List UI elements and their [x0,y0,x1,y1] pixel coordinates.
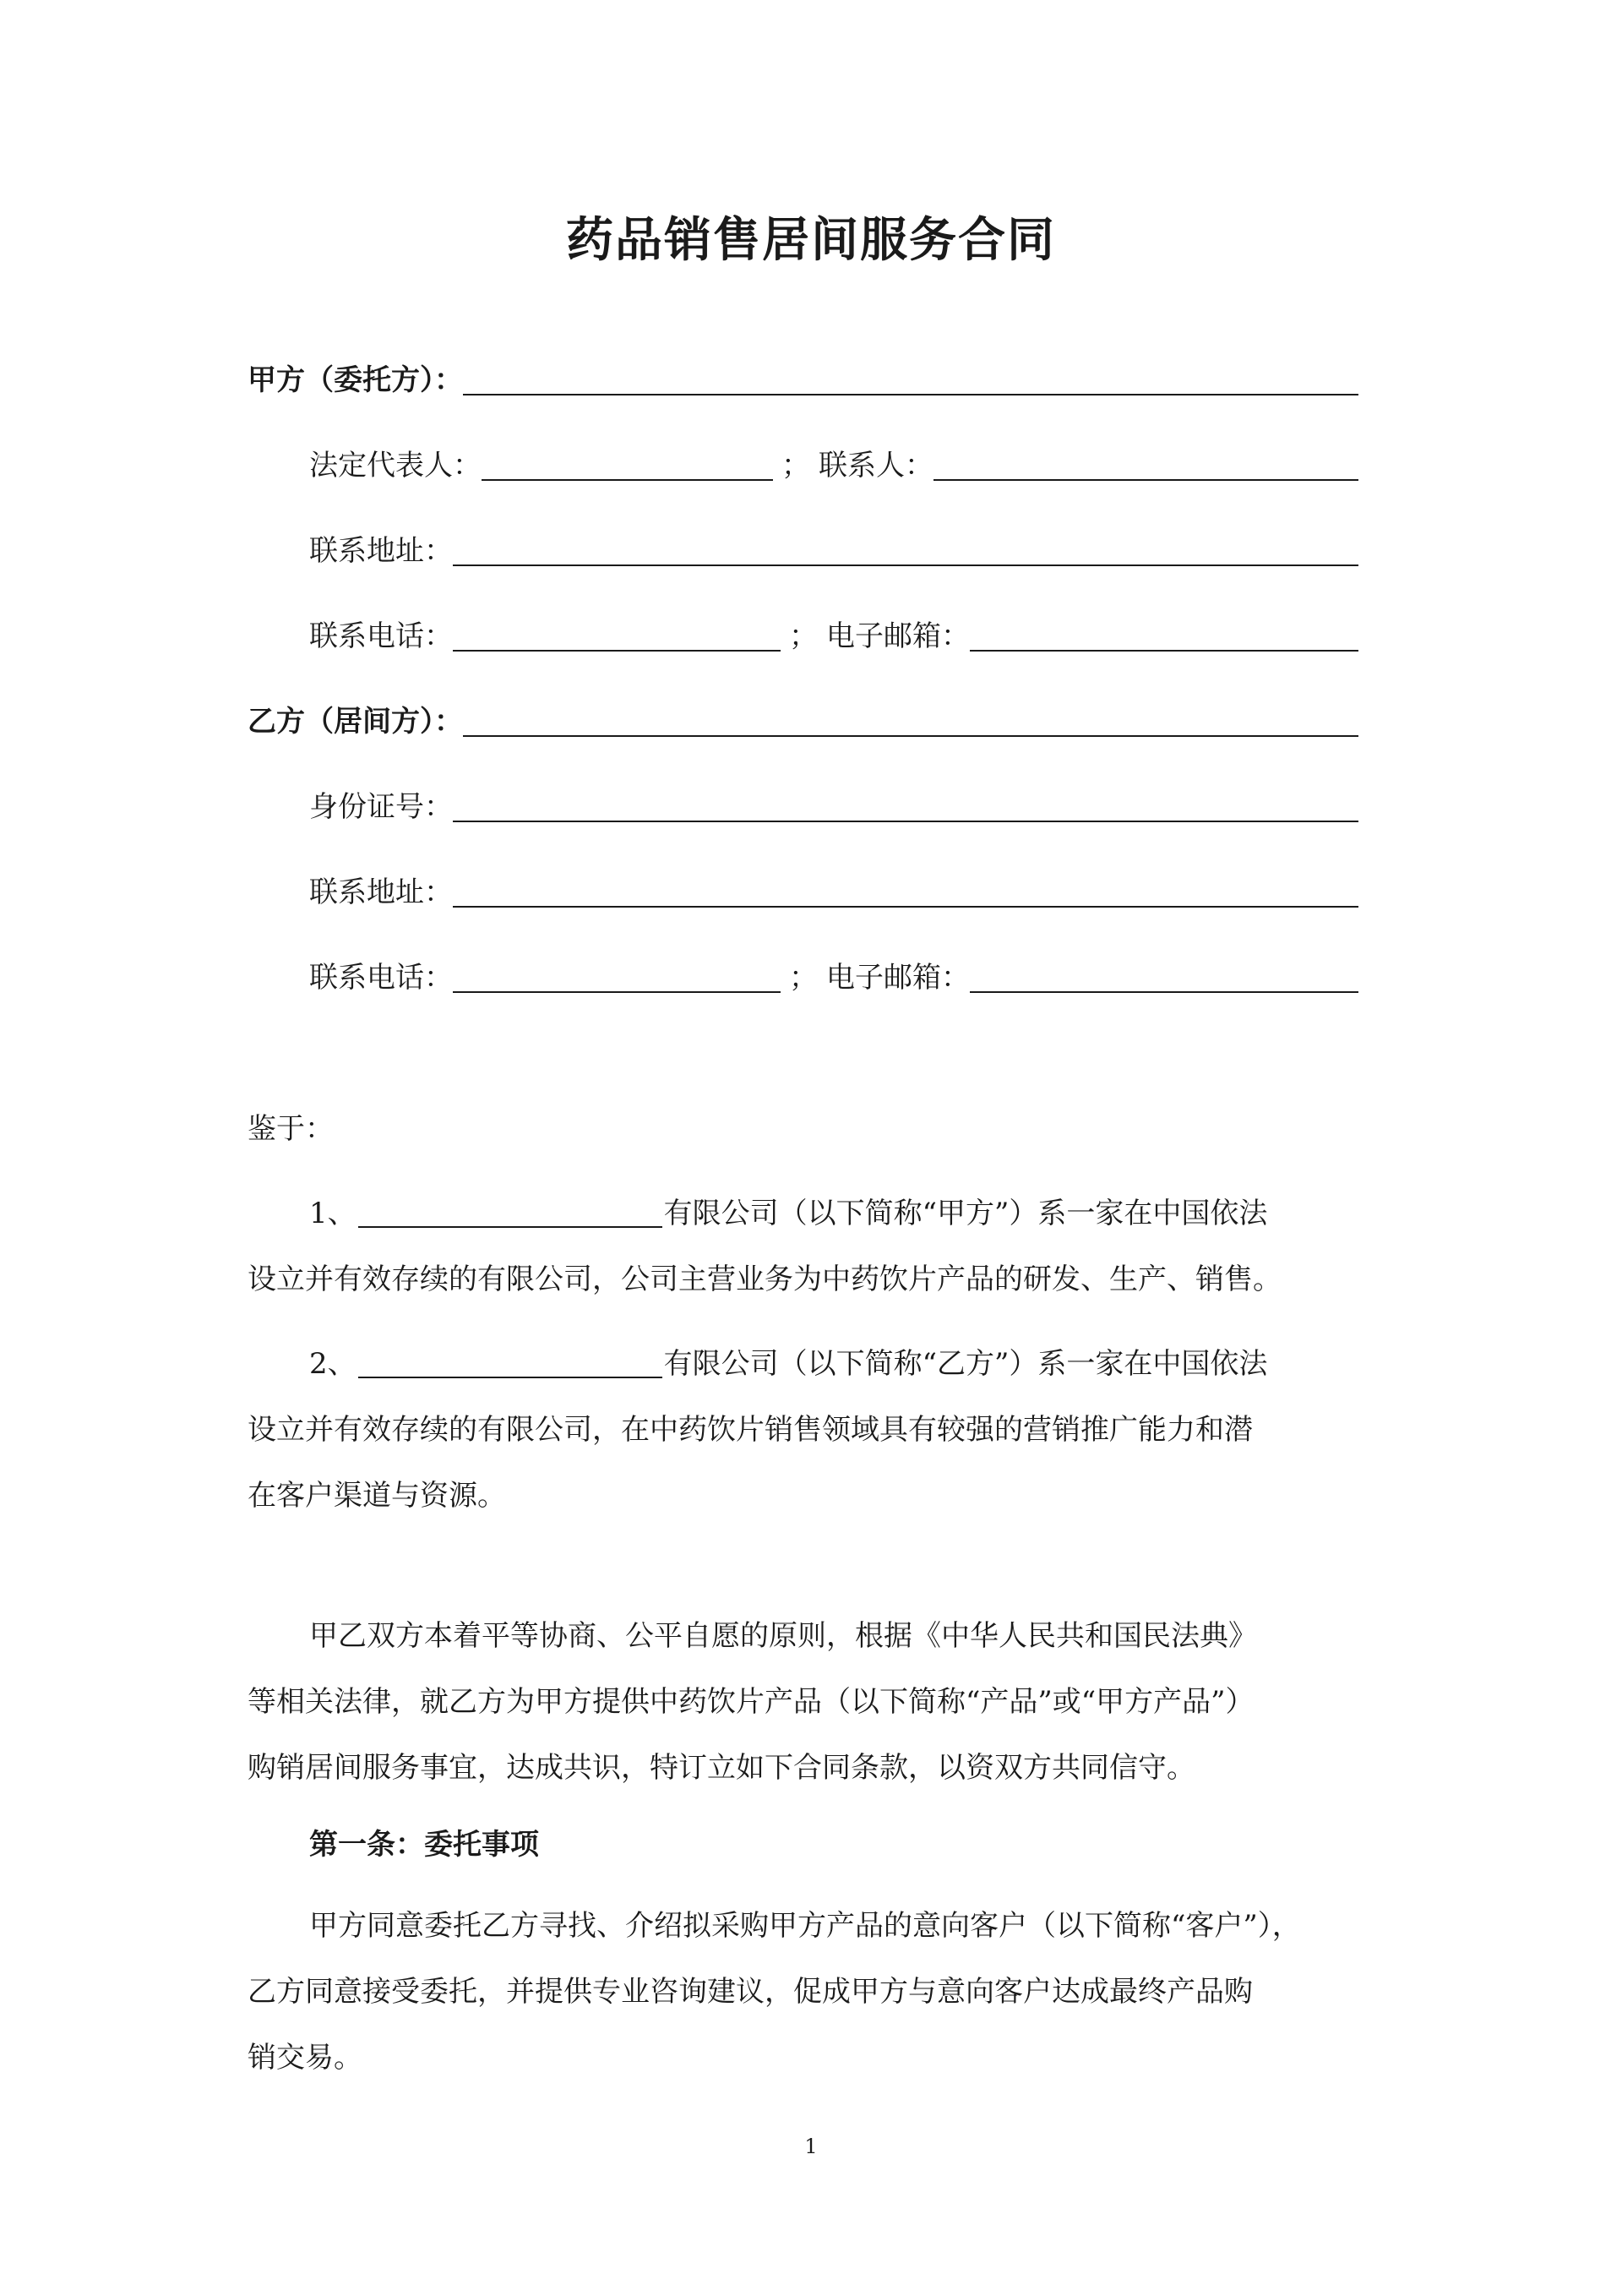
party-b-address-label: 联系地址： [309,875,453,909]
company-b-blank[interactable] [358,1346,662,1378]
party-a-phone-label: 联系电话： [309,619,453,653]
party-b-blank[interactable] [463,703,1358,737]
party-b-address-row [309,870,1358,911]
party-a-email-blank[interactable] [970,618,1358,652]
party-b-label: 乙方（居间方）： [248,705,463,739]
whereas-item-1-line-1 [248,1181,1384,1246]
whereas-item-2-num: 2、 [309,1347,357,1381]
whereas-label: 鉴于： [248,1112,334,1146]
separator: ； [789,961,818,995]
party-b-email-blank[interactable] [970,959,1358,993]
company-a-blank[interactable] [358,1196,662,1228]
whereas-item-1-line-2: 设立并有效存续的有限公司，公司主营业务为中药饮片产品的研发、生产、销售。 [248,1263,1282,1296]
party-b-email-label: 电子邮箱： [826,961,970,995]
whereas-label-para [248,1096,1384,1162]
party-a-label: 甲方（委托方）： [248,363,463,397]
party-b-address-blank[interactable] [453,874,1358,908]
preamble-para [248,1603,1384,1801]
party-a-phone-blank[interactable] [453,618,781,652]
preamble-line-3: 购销居间服务事宜，达成共识，特订立如下合同条款，以资双方共同信守。 [248,1751,1195,1785]
party-a-rep-row [309,444,1358,484]
contact-label: 联系人： [819,449,933,483]
article-1-heading: 第一条：委托事项 [309,1828,539,1862]
preamble-line-1: 甲乙双方本着平等协商、公平自愿的原则，根据《中华人民共和国民法典》 [309,1619,1257,1653]
article-1-line-2: 乙方同意接受委托，并提供专业咨询建议，促成甲方与意向客户达成最终产品购 [248,1975,1253,2009]
whereas-item-1-num: 1、 [309,1197,357,1230]
party-b-phone-label: 联系电话： [309,961,453,995]
whereas-item-2-line-3: 在客户渠道与资源。 [248,1479,506,1513]
party-a-address-row [309,529,1358,570]
whereas-item-2-line-1 [248,1331,1384,1397]
party-b-id-blank[interactable] [453,788,1358,822]
separator: ； [789,619,818,653]
legal-rep-label: 法定代表人： [309,449,482,483]
party-b-id-label: 身份证号： [309,790,453,824]
contact-blank[interactable] [933,447,1358,481]
party-a-email-label: 电子邮箱： [826,619,970,653]
party-b-phone-row [309,956,1358,996]
whereas-item-2 [248,1331,1384,1529]
party-b-phone-blank[interactable] [453,959,781,993]
party-b-id-row [309,785,1358,826]
separator: ； [781,449,810,483]
article-1-line-1: 甲方同意委托乙方寻找、介绍拟采购甲方产品的意向客户（以下简称“客户”）， [309,1909,1301,1943]
party-a-row [248,358,1358,399]
legal-rep-blank[interactable] [482,447,773,481]
whereas-item-2-text: 有限公司（以下简称“乙方”）系一家在中国依法 [663,1347,1268,1381]
party-b-row [248,700,1358,740]
party-a-address-label: 联系地址： [309,534,453,568]
preamble-line-2: 等相关法律，就乙方为甲方提供中药饮片产品（以下简称“产品”或“甲方产品”） [248,1685,1255,1719]
party-a-address-blank[interactable] [453,532,1358,566]
party-a-phone-row [309,614,1358,655]
article-1-line-3: 销交易。 [248,2041,362,2075]
whereas-item-1 [248,1181,1384,1312]
party-a-blank[interactable] [463,362,1358,395]
whereas-item-2-line-2: 设立并有效存续的有限公司，在中药饮片销售领域具有较强的营销推广能力和潜 [248,1413,1253,1447]
page-number: 1 [804,2135,818,2158]
article-1-para [248,1893,1384,2091]
whereas-item-1-text: 有限公司（以下简称“甲方”）系一家在中国依法 [663,1197,1268,1230]
contract-title: 药品销售居间服务合同 [566,213,1056,268]
